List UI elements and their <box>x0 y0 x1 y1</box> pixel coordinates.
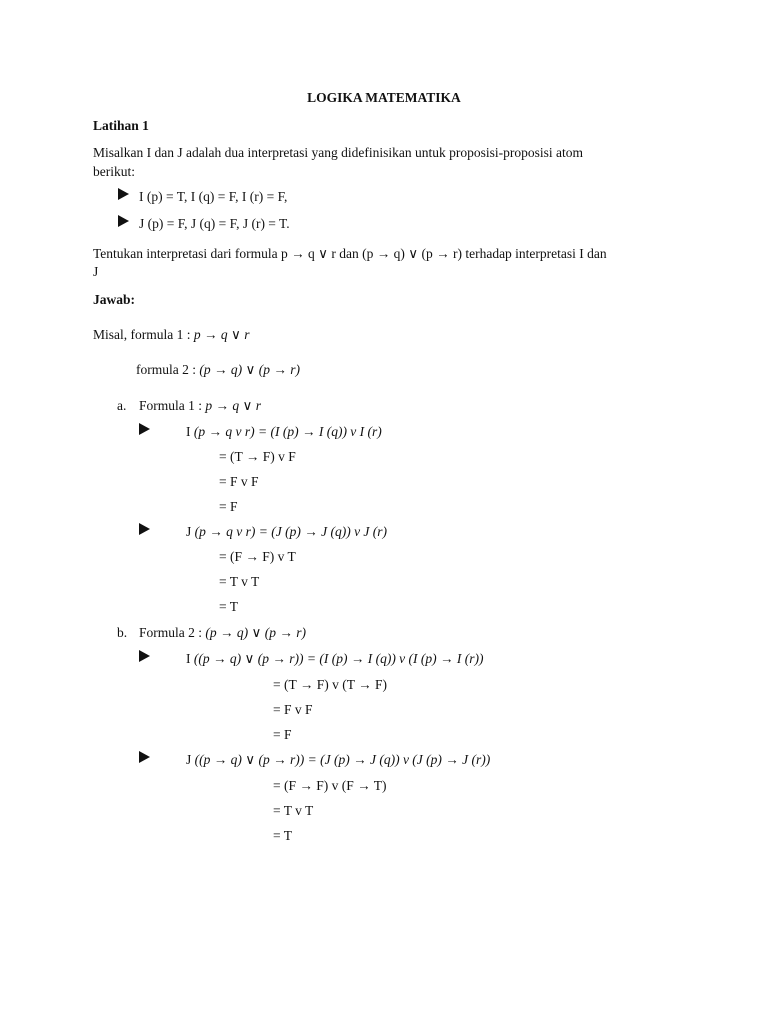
part-a-i-head <box>186 424 382 440</box>
misal-f2-formula: (p → q) ∨ (p → r) <box>199 362 300 377</box>
part-a-j-step: = T <box>219 599 238 614</box>
intro-line-2: berikut: <box>93 164 135 179</box>
part-a-label: Formula 1 : <box>139 398 206 413</box>
triangle-bullet-icon <box>139 523 150 535</box>
part-b-j-step: = (F → F) v (F → T) <box>273 778 387 793</box>
part-a-i-step: = (T → F) v F <box>219 449 296 464</box>
interp-expression: (p → q v r) = (I (p) → I (q)) v I (r) <box>193 424 382 439</box>
interp-letter: J <box>186 524 192 539</box>
part-a-formula: p → q ∨ r <box>205 398 262 413</box>
interp-letter: I <box>186 651 191 666</box>
part-b-j-bullet <box>139 751 150 767</box>
task-line-2: J <box>93 264 99 279</box>
part-a-j-bullet <box>139 523 150 539</box>
part-b-i-step: = F <box>273 727 292 742</box>
part-b-j-head <box>186 752 490 768</box>
triangle-bullet-icon <box>139 650 150 662</box>
part-b-i-head <box>186 651 484 667</box>
triangle-bullet-icon <box>118 188 129 200</box>
misal-formula-1 <box>93 327 250 343</box>
part-b-i-bullet <box>139 650 150 666</box>
misal-f1-prefix: Misal, formula 1 : <box>93 327 194 342</box>
triangle-bullet-icon <box>118 215 129 227</box>
answer-label: Jawab: <box>93 292 136 307</box>
task-line-1: Tentukan interpretasi dari formula p → q ∨ r dan (p → q) ∨ (p → r) terhadap interpretasi I dan <box>93 246 607 261</box>
part-a-i-step: = F v F <box>219 474 259 489</box>
part-b-j-step: = T <box>273 828 292 843</box>
part-a-j-step: = T v T <box>219 574 260 589</box>
part-a-i-bullet <box>139 423 150 439</box>
part-b-i-step: = F v F <box>273 702 313 717</box>
part-a-j-head <box>186 524 387 540</box>
part-b-marker: b. <box>117 625 128 640</box>
triangle-bullet-icon <box>139 423 150 435</box>
triangle-bullet-icon <box>139 751 150 763</box>
misal-formula-2 <box>136 362 300 378</box>
part-b-formula: (p → q) ∨ (p → r) <box>205 625 306 640</box>
interp-expression: (p → q v r) = (J (p) → J (q)) v J (r) <box>194 524 388 539</box>
interp-letter: J <box>186 752 192 767</box>
bullet-item <box>118 188 129 204</box>
part-b-label: Formula 2 : <box>139 625 206 640</box>
interp-expression: ((p → q) ∨ (p → r)) = (I (p) → I (q)) v (I (p) → I (r)) <box>193 651 484 666</box>
interp-letter: I <box>186 424 191 439</box>
part-b-heading <box>139 625 306 641</box>
bullet-text: I (p) = T, I (q) = F, I (r) = F, <box>139 189 288 204</box>
misal-f2-prefix: formula 2 : <box>136 362 200 377</box>
part-b-i-step: = (T → F) v (T → F) <box>273 677 387 692</box>
part-a-marker: a. <box>117 398 127 413</box>
part-a-heading <box>139 398 261 414</box>
part-a-j-step: = (F → F) v T <box>219 549 296 564</box>
misal-f1-formula: p → q ∨ r <box>193 327 250 342</box>
document-title: LOGIKA MATEMATIKA <box>307 90 461 105</box>
intro-line-1: Misalkan I dan J adalah dua interpretasi yang didefinisikan untuk proposisi-proposisi atom <box>93 145 584 160</box>
part-b-j-step: = T v T <box>273 803 314 818</box>
interp-expression: ((p → q) ∨ (p → r)) = (J (p) → J (q)) v (J (p) → J (r)) <box>194 752 491 767</box>
bullet-item <box>118 215 129 231</box>
bullet-text: J (p) = F, J (q) = F, J (r) = T. <box>139 216 290 231</box>
section-heading: Latihan 1 <box>93 118 149 133</box>
part-a-i-step: = F <box>219 499 238 514</box>
